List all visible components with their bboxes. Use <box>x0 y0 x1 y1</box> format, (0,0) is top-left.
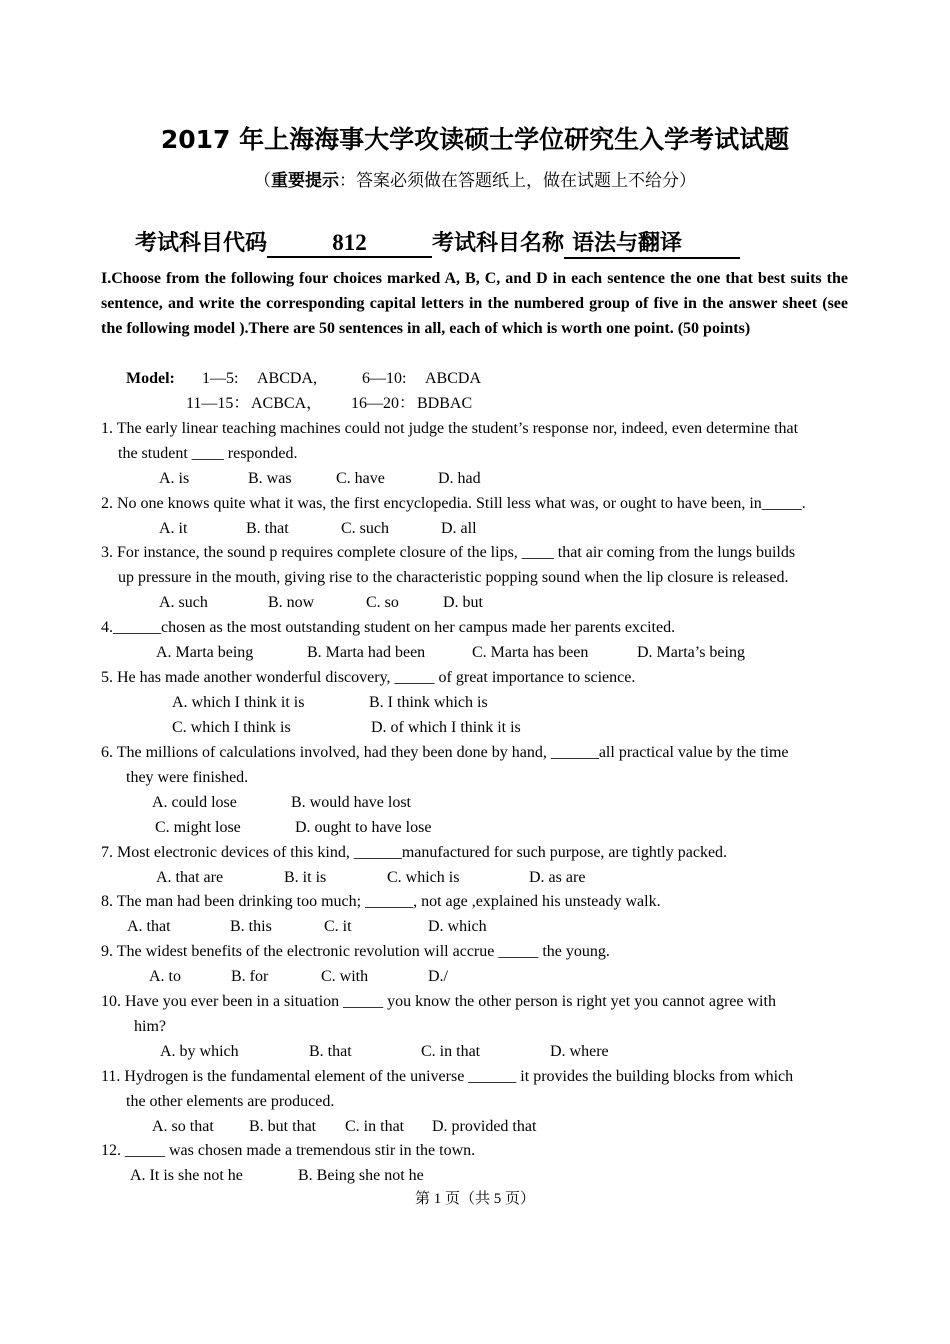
q5-option-a: A. which I think it is <box>172 694 305 711</box>
notice-open: （ <box>254 171 271 191</box>
q4-option-a: A. Marta being <box>156 644 254 661</box>
q10-option-b: B. that <box>309 1043 352 1060</box>
q10-option-a: A. by which <box>160 1043 239 1060</box>
model-answer-1: ABCDA, <box>257 370 318 387</box>
question-12: 12. _____ was chosen made a tremendous stir in the town. <box>101 1142 476 1159</box>
q2-option-b: B. that <box>246 520 289 537</box>
question-7: 7. Most electronic devices of this kind, ______manufactured for such purpose, are tightly packed. <box>101 844 728 861</box>
model-label: Model: <box>126 370 175 387</box>
question-5: 5. He has made another wonderful discovery, _____ of great importance to science. <box>101 669 636 686</box>
q3-option-c: C. so <box>366 594 399 611</box>
question-3: 3. For instance, the sound p requires complete closure of the lips, ____ that air coming from the lungs builds <box>101 544 796 561</box>
q1-option-b: B. was <box>248 470 292 487</box>
model-range-2: 6—10: <box>362 370 407 387</box>
q2-option-a: A. it <box>159 520 188 537</box>
question-1-stem-cont: the student ____ responded. <box>118 445 298 462</box>
q6-option-b: B. would have lost <box>291 794 411 811</box>
subject-name-value: 语法与翻译 <box>564 226 740 259</box>
model-range-4: 16—20： <box>351 395 416 412</box>
q6-option-c: C. might lose <box>155 819 241 836</box>
subject-code-label: 考试科目代码 <box>135 231 268 256</box>
q12-option-b: B. Being she not he <box>298 1167 424 1184</box>
question-6: 6. The millions of calculations involved, had they been done by hand, ______all practical value by the time <box>101 744 789 761</box>
q8-option-d: D. which <box>428 918 487 935</box>
q3-option-d: D. but <box>443 594 483 611</box>
q2-option-d: D. all <box>441 520 477 537</box>
q8-option-b: B. this <box>230 918 272 935</box>
q11-option-b: B. but that <box>249 1118 317 1135</box>
notice-text: ：答案必须做在答题纸上，做在试题上不给分） <box>339 171 696 191</box>
q8-option-c: C. it <box>324 918 352 935</box>
subject-name-label: 考试科目名称 <box>432 231 565 256</box>
question-10: 10. Have you ever been in a situation _____ you know the other person is right yet you cannot agree with <box>101 993 776 1010</box>
model-answer-4: BDBAC <box>417 395 473 412</box>
model-range-1: 1—5: <box>202 370 239 387</box>
q5-option-b: B. I think which is <box>369 694 488 711</box>
q10-option-c: C. in that <box>421 1043 481 1060</box>
q7-option-b: B. it is <box>284 869 327 886</box>
q7-option-c: C. which is <box>387 869 460 886</box>
q1-option-c: C. have <box>336 470 385 487</box>
q1-option-d: D. had <box>438 470 481 487</box>
question-10-stem-cont: him? <box>134 1018 166 1035</box>
q9-option-d: D./ <box>428 968 448 985</box>
question-8: 8. The man had been drinking too much; ______, not age ,explained his unsteady walk. <box>101 893 661 910</box>
q11-option-d: D. provided that <box>432 1118 537 1135</box>
subject-line <box>135 226 740 259</box>
question-6-stem-cont: they were finished. <box>126 769 249 786</box>
section-instructions: I.Choose from the following four choices marked A, B, C, and D in each sentence the one that best suits the sentence, and write the corresponding capital letters in the numbered group of five in the answer sheet (see the following model ).There are 50 sentences in all, each of which is worth one point. (50 points) <box>101 270 848 337</box>
q10-option-d: D. where <box>550 1043 609 1060</box>
model-answer-3: ACBCA， <box>251 395 323 412</box>
question-1: 1. The early linear teaching machines could not judge the student’s response nor, indeed, even determine that <box>101 420 799 437</box>
q11-option-c: C. in that <box>345 1118 405 1135</box>
q12-option-a: A. It is she not he <box>130 1167 243 1184</box>
exam-notice <box>0 166 950 191</box>
page-footer: 第 1 页（共 5 页） <box>414 1191 535 1207</box>
notice-emphasis: 重要提示 <box>271 171 339 191</box>
q9-option-a: A. to <box>149 968 181 985</box>
model-range-3: 11—15： <box>186 395 250 412</box>
q5-option-d: D. of which I think it is <box>371 719 521 736</box>
question-11: 11. Hydrogen is the fundamental element of the universe ______ it provides the building blocks from which <box>101 1068 794 1085</box>
subject-code-value: 812 <box>267 230 432 258</box>
q4-option-d: D. Marta’s being <box>637 644 745 661</box>
question-3-stem-cont: up pressure in the mouth, giving rise to the characteristic popping sound when the lip closure is released. <box>118 569 789 586</box>
q3-option-a: A. such <box>159 594 208 611</box>
exam-title: 2017 年上海海事大学攻读硕士学位研究生入学考试试题 <box>160 125 790 154</box>
q11-option-a: A. so that <box>152 1118 214 1135</box>
q1-option-a: A. is <box>159 470 190 487</box>
q6-option-a: A. could lose <box>152 794 237 811</box>
model-answer-2: ABCDA <box>425 370 482 387</box>
q3-option-b: B. now <box>268 594 315 611</box>
q9-option-c: C. with <box>321 968 369 985</box>
q9-option-b: B. for <box>231 968 269 985</box>
q2-option-c: C. such <box>341 520 389 537</box>
question-11-stem-cont: the other elements are produced. <box>126 1093 335 1110</box>
question-9: 9. The widest benefits of the electronic revolution will accrue _____ the young. <box>101 943 610 960</box>
q8-option-a: A. that <box>127 918 171 935</box>
q5-option-c: C. which I think is <box>172 719 291 736</box>
q6-option-d: D. ought to have lose <box>295 819 432 836</box>
q4-option-b: B. Marta had been <box>307 644 426 661</box>
question-4: 4.______chosen as the most outstanding student on her campus made her parents excited. <box>101 619 676 636</box>
q7-option-a: A. that are <box>156 869 224 886</box>
q4-option-c: C. Marta has been <box>472 644 589 661</box>
q7-option-d: D. as are <box>529 869 586 886</box>
question-2: 2. No one knows quite what it was, the first encyclopedia. Still less what was, or ought to have been, in_____. <box>101 495 806 512</box>
